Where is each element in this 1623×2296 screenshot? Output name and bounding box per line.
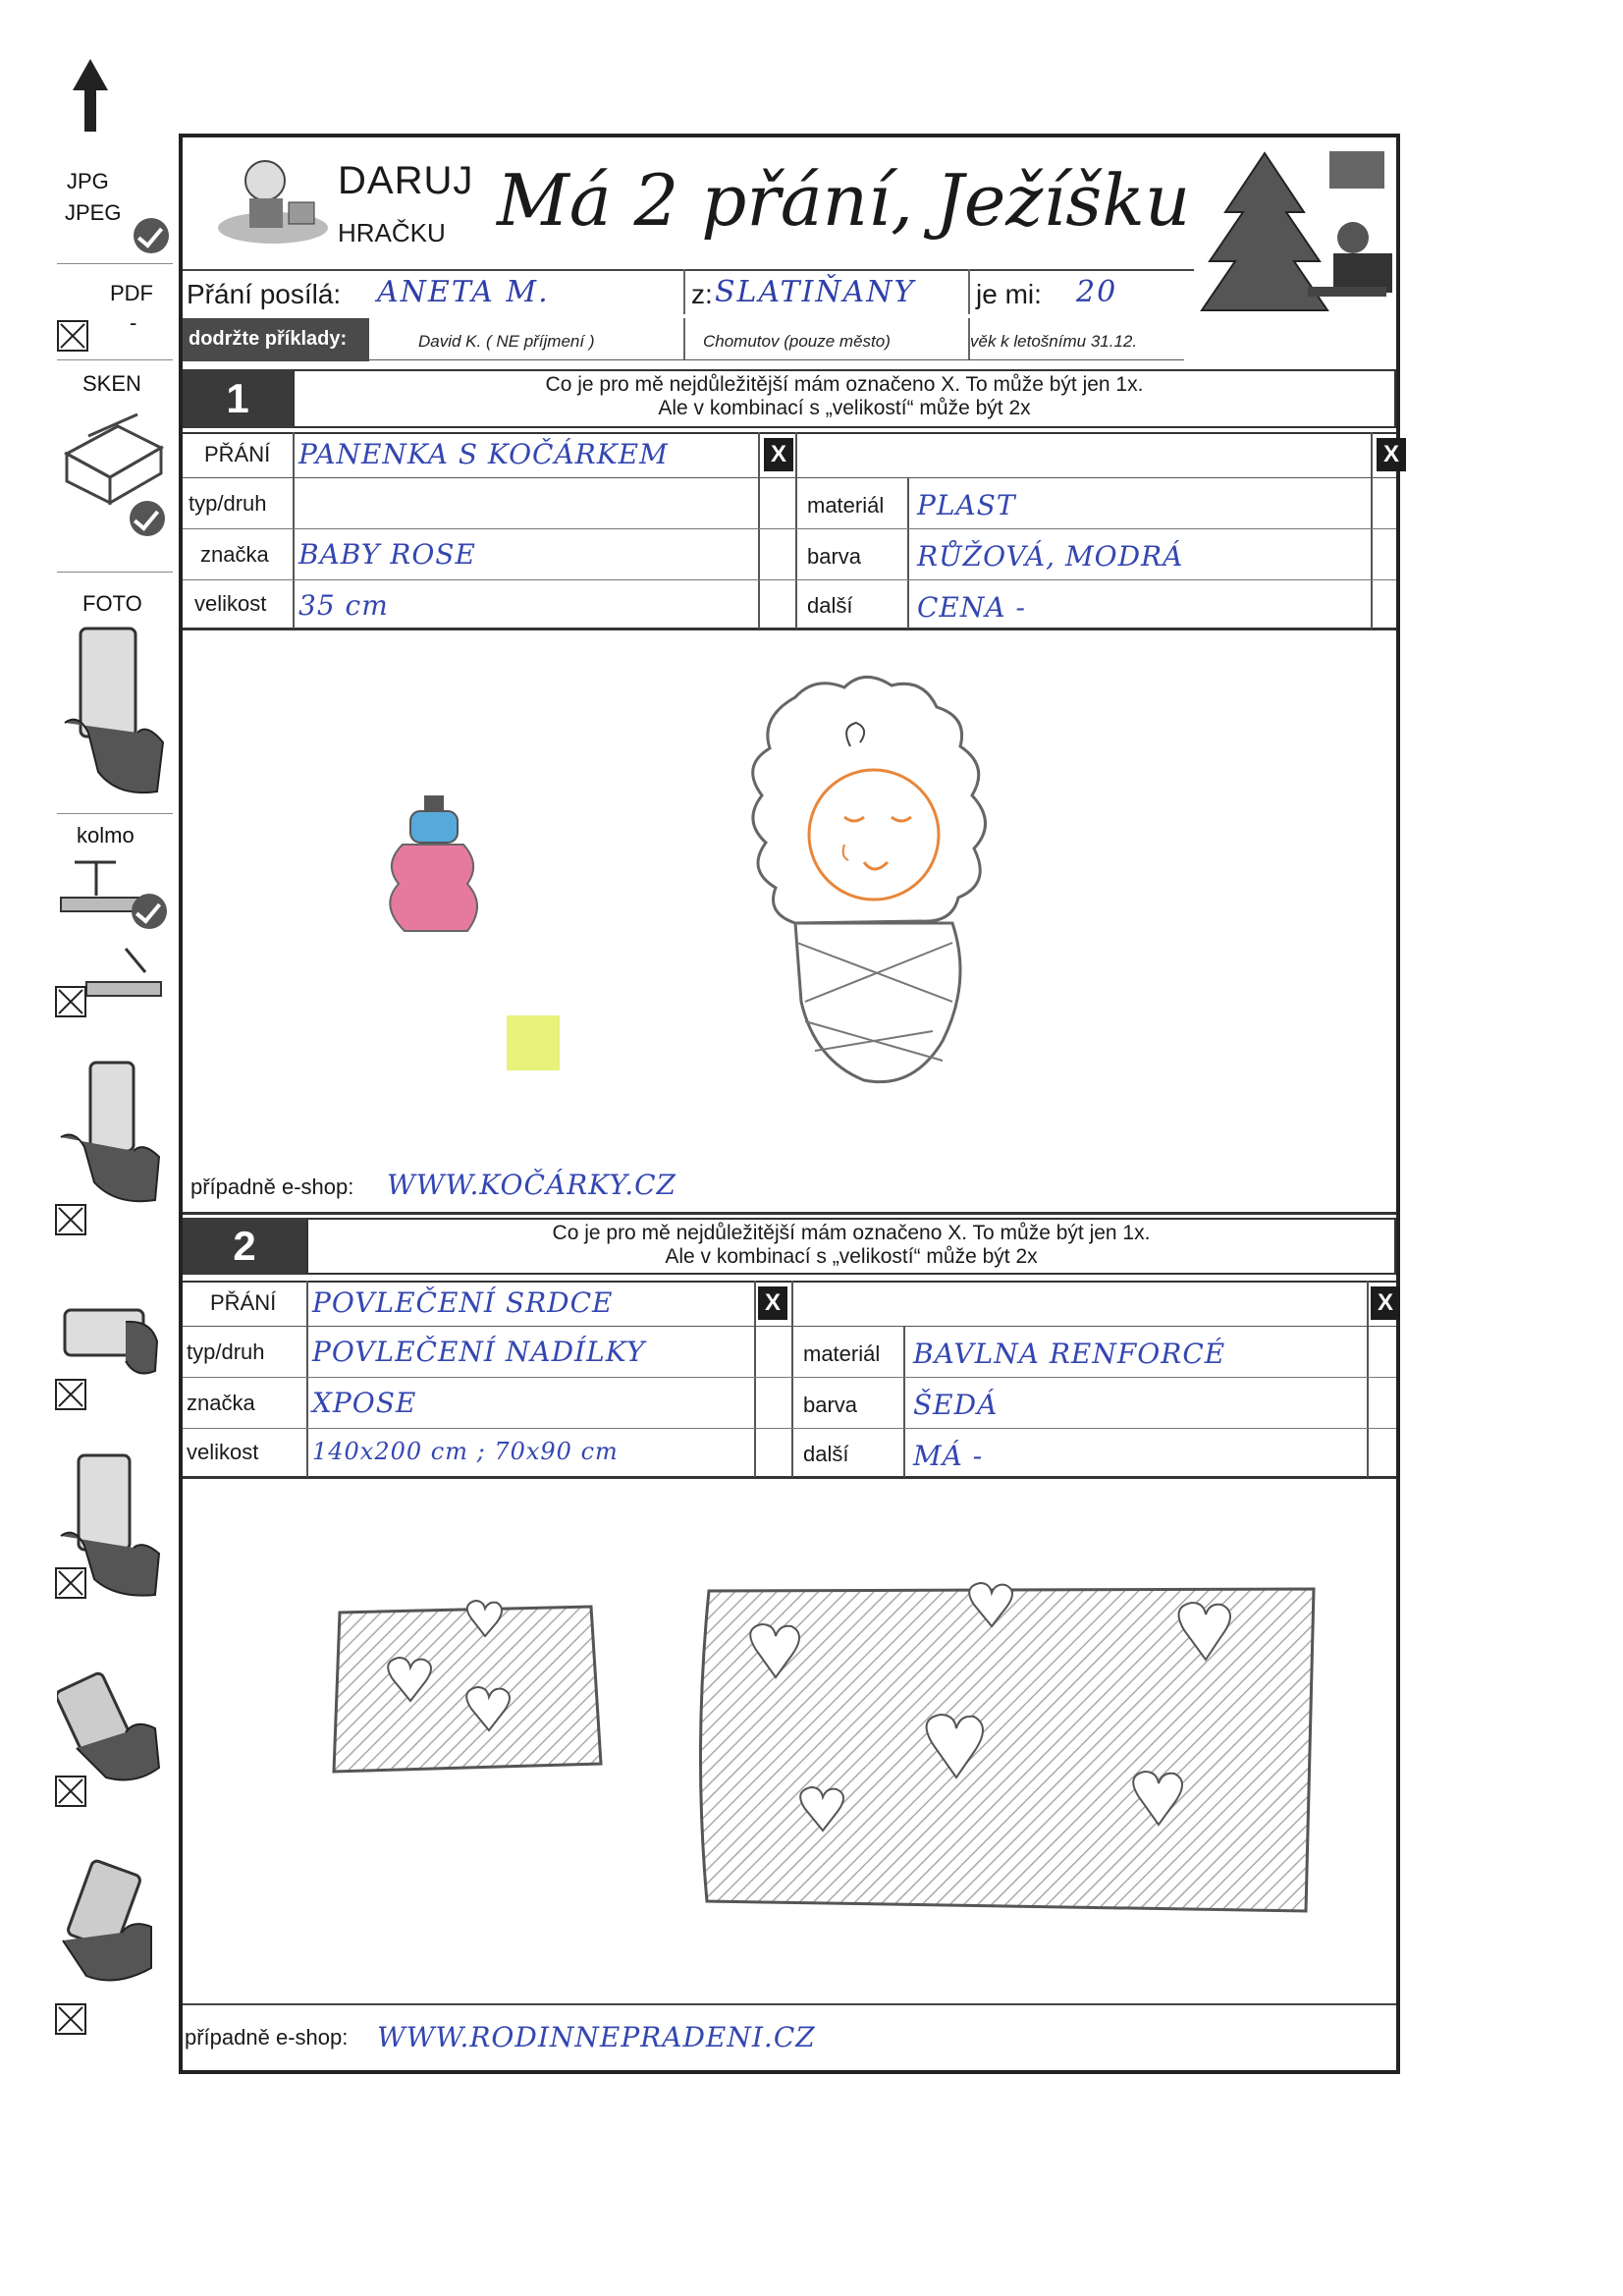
check-icon	[134, 218, 169, 253]
wish-2-material-value: BAVLNA RENFORCÉ	[913, 1338, 1226, 1370]
wish-2-znacka-value: XPOSE	[312, 1387, 417, 1419]
wish-1-znacka-value: BABY ROSE	[298, 538, 476, 571]
cross-icon	[55, 2003, 86, 2035]
wish-1-eshop-label: případně e-shop:	[190, 1175, 354, 1199]
logo-daruj: DARUJ	[338, 159, 474, 202]
wish-2-eshop-label: případně e-shop:	[185, 2025, 349, 2050]
examples-label: dodržte příklady:	[189, 328, 348, 350]
format-scan-label: SKEN	[82, 371, 141, 396]
from-city-value: SLATIŇANY	[715, 275, 916, 309]
phone-hand-icon	[57, 1059, 165, 1206]
scanner-icon	[59, 405, 167, 513]
wish-2-dalsi-value: MÁ -	[913, 1440, 984, 1472]
cross-icon	[55, 1379, 86, 1410]
age-label: je mi:	[976, 279, 1042, 309]
cross-icon	[55, 986, 86, 1017]
wish-1-velikost-label: velikost	[194, 591, 267, 616]
tilted-phone-icon	[57, 1852, 165, 1990]
wish-1-note-line1: Co je pro mě nejdůležitější mám označeno X. To může být jen 1x.	[545, 373, 1144, 396]
wish-1-eshop-value: WWW.KOČÁRKY.CZ	[387, 1169, 677, 1201]
wish-1-priority-x: X	[764, 438, 793, 471]
landscape-phone-icon	[57, 1302, 165, 1381]
wish-1-note-line2: Ale v kombinací s „velikostí“ může být 2x	[658, 397, 1031, 419]
wish-1-barva-label: barva	[807, 544, 862, 569]
wish-2-note-line1: Co je pro mě nejdůležitější mám označeno X. To může být jen 1x.	[552, 1222, 1151, 1244]
photo-label: FOTO	[82, 591, 142, 616]
christmas-tree-icon	[1196, 143, 1396, 320]
wish-1-number: 1	[183, 369, 293, 428]
wish-2-znacka-label: značka	[187, 1391, 255, 1415]
wish-1-priority-x-right: X	[1377, 438, 1406, 471]
wish-1-velikost-value: 35 cm	[298, 589, 389, 622]
example-city: Chomutov (pouze město)	[703, 332, 891, 351]
wish-2-typ-label: typ/druh	[187, 1339, 265, 1364]
pdf-dash: -	[130, 310, 137, 335]
format-pdf-label: PDF	[110, 281, 153, 305]
wish-1-prani-value: PANENKA S KOČÁRKEM	[298, 438, 669, 470]
wish-2-prani-label: PŘÁNÍ	[210, 1290, 277, 1315]
page-title: Má 2 přání, Ježíšku	[497, 159, 1191, 242]
wish-2-velikost-label: velikost	[187, 1440, 259, 1464]
wish-1-dalsi-label: další	[807, 593, 853, 618]
wish-2-eshop-value: WWW.RODINNEPRADENI.CZ	[377, 2021, 816, 2053]
cross-icon	[57, 320, 88, 352]
up-arrow-icon	[71, 57, 110, 134]
perpendicular-label: kolmo	[77, 823, 135, 847]
wish-2-note-line2: Ale v kombinací s „velikostí“ může být 2x	[665, 1245, 1038, 1268]
wish-1-material-value: PLAST	[917, 489, 1016, 521]
format-jpg-label: JPG	[67, 169, 109, 193]
sender-name-value: ANETA M.	[377, 275, 550, 309]
example-age: věk k letošnímu 31.12.	[970, 332, 1138, 351]
wish-2-bedding-drawing	[324, 1571, 1335, 1944]
wish-2-number: 2	[183, 1218, 306, 1275]
check-icon	[132, 894, 167, 929]
wish-1-doll-drawing	[353, 648, 1139, 1120]
wish-1-barva-value: RŮŽOVÁ, MODRÁ	[917, 540, 1184, 573]
wish-2-dalsi-label: další	[803, 1442, 849, 1466]
wish-1-znacka-label: značka	[200, 542, 269, 567]
wish-2-prani-value: POVLEČENÍ SRDCE	[312, 1286, 614, 1319]
wish-1-typ-label: typ/druh	[189, 491, 267, 516]
wish-1-material-label: materiál	[807, 493, 885, 518]
cross-icon	[55, 1567, 86, 1599]
logo-hracku: HRAČKU	[338, 218, 446, 247]
example-name: David K. ( NE příjmení )	[418, 332, 595, 351]
wish-2-velikost-value: 140x200 cm ; 70x90 cm	[312, 1438, 619, 1465]
sender-label: Přání posílá:	[187, 279, 342, 309]
format-jpeg-label: JPEG	[65, 200, 122, 225]
age-value: 20	[1076, 275, 1118, 309]
cross-icon	[55, 1776, 86, 1807]
tilted-phone-icon	[57, 1660, 165, 1787]
from-label: z:	[691, 279, 713, 309]
wish-2-priority-x-right: X	[1371, 1286, 1400, 1320]
cross-icon	[55, 1204, 86, 1235]
wish-2-barva-label: barva	[803, 1393, 858, 1417]
wish-2-barva-value: ŠEDÁ	[913, 1389, 999, 1421]
wish-2-priority-x: X	[758, 1286, 787, 1320]
wish-2-typ-value: POVLEČENÍ NADÍLKY	[312, 1336, 646, 1368]
wish-1-prani-label: PŘÁNÍ	[204, 442, 271, 466]
check-icon	[130, 501, 165, 536]
wish-1-dalsi-value: CENA -	[917, 591, 1026, 624]
phone-hand-icon	[59, 625, 167, 799]
wish-2-material-label: materiál	[803, 1341, 881, 1366]
santa-logo-icon	[214, 147, 332, 246]
